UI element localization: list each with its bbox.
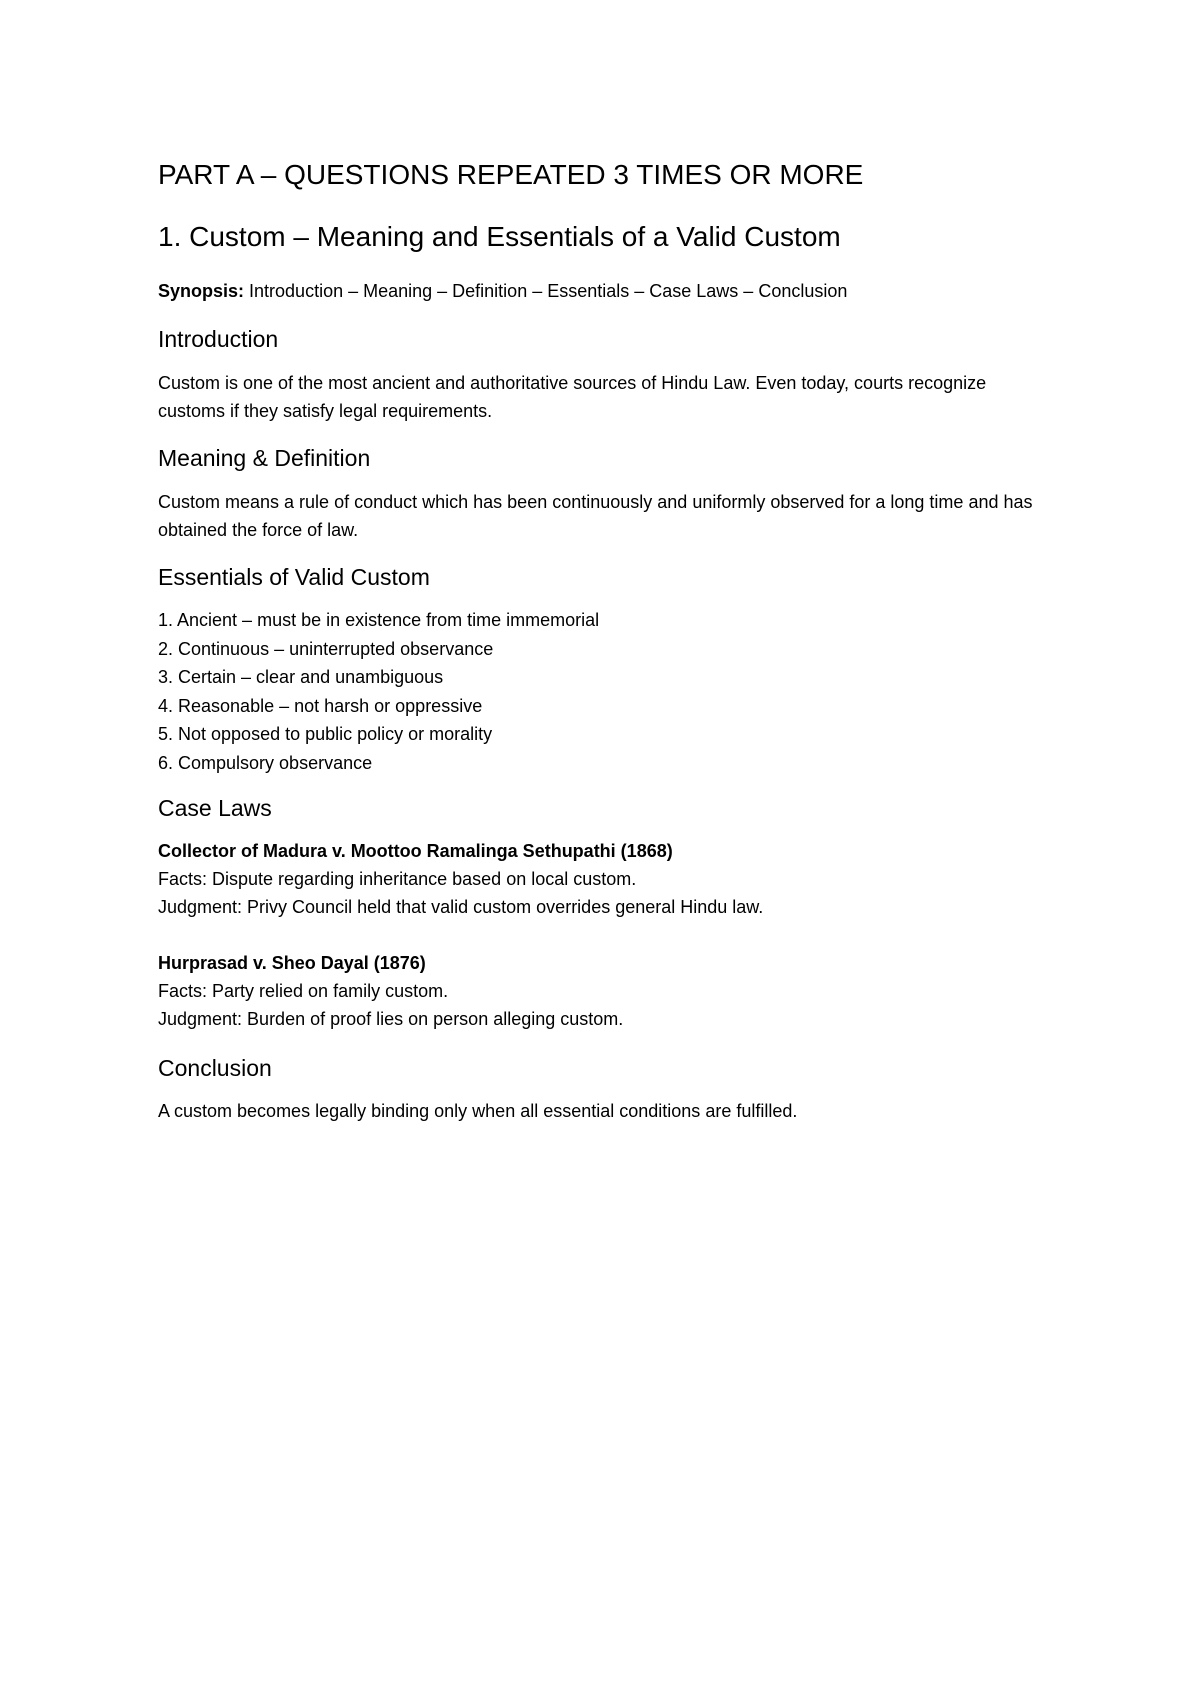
case-laws-heading: Case Laws <box>158 795 272 822</box>
case-judgment: Judgment: Privy Council held that valid custom overrides general Hindu law. <box>158 896 764 917</box>
case-entry <box>158 837 1058 921</box>
introduction-text: Custom is one of the most ancient and authoritative sources of Hindu Law. Even today, courts recognize customs if they satisfy legal requirements. <box>158 372 987 421</box>
list-item: 6. Compulsory observance <box>158 752 373 773</box>
list-item: 4. Reasonable – not harsh or oppressive <box>158 695 483 716</box>
synopsis-text: Introduction – Meaning – Definition – Essentials – Case Laws – Conclusion <box>244 281 848 302</box>
part-title: PART A – QUESTIONS REPEATED 3 TIMES OR MORE <box>158 159 864 190</box>
document-page <box>158 158 1058 1145</box>
synopsis <box>158 279 1058 304</box>
essentials-list <box>158 606 1058 777</box>
list-item: 3. Certain – clear and unambiguous <box>158 667 444 688</box>
meaning-heading: Meaning & Definition <box>158 444 371 471</box>
case-name: Collector of Madura v. Moottoo Ramalinga Sethupathi (1868) <box>158 840 673 861</box>
case-name: Hurprasad v. Sheo Dayal (1876) <box>158 952 426 973</box>
introduction-heading: Introduction <box>158 326 279 353</box>
conclusion-heading: Conclusion <box>158 1054 272 1081</box>
essentials-heading: Essentials of Valid Custom <box>158 563 430 590</box>
conclusion-text: A custom becomes legally binding only when all essential conditions are fulfilled. <box>158 1101 798 1122</box>
case-facts: Facts: Dispute regarding inheritance based on local custom. <box>158 868 637 889</box>
question-title: 1. Custom – Meaning and Essentials of a Valid Custom <box>158 220 841 252</box>
case-facts: Facts: Party relied on family custom. <box>158 980 449 1001</box>
list-item: 1. Ancient – must be in existence from time immemorial <box>158 610 600 631</box>
case-entry <box>158 949 1058 1033</box>
meaning-text: Custom means a rule of conduct which has been continuously and uniformly observed for a long time and has obtained the force of law. <box>158 491 1033 540</box>
list-item: 2. Continuous – uninterrupted observance <box>158 638 494 659</box>
case-judgment: Judgment: Burden of proof lies on person alleging custom. <box>158 1008 624 1029</box>
synopsis-label: Synopsis: <box>158 281 245 302</box>
list-item: 5. Not opposed to public policy or morality <box>158 724 493 745</box>
